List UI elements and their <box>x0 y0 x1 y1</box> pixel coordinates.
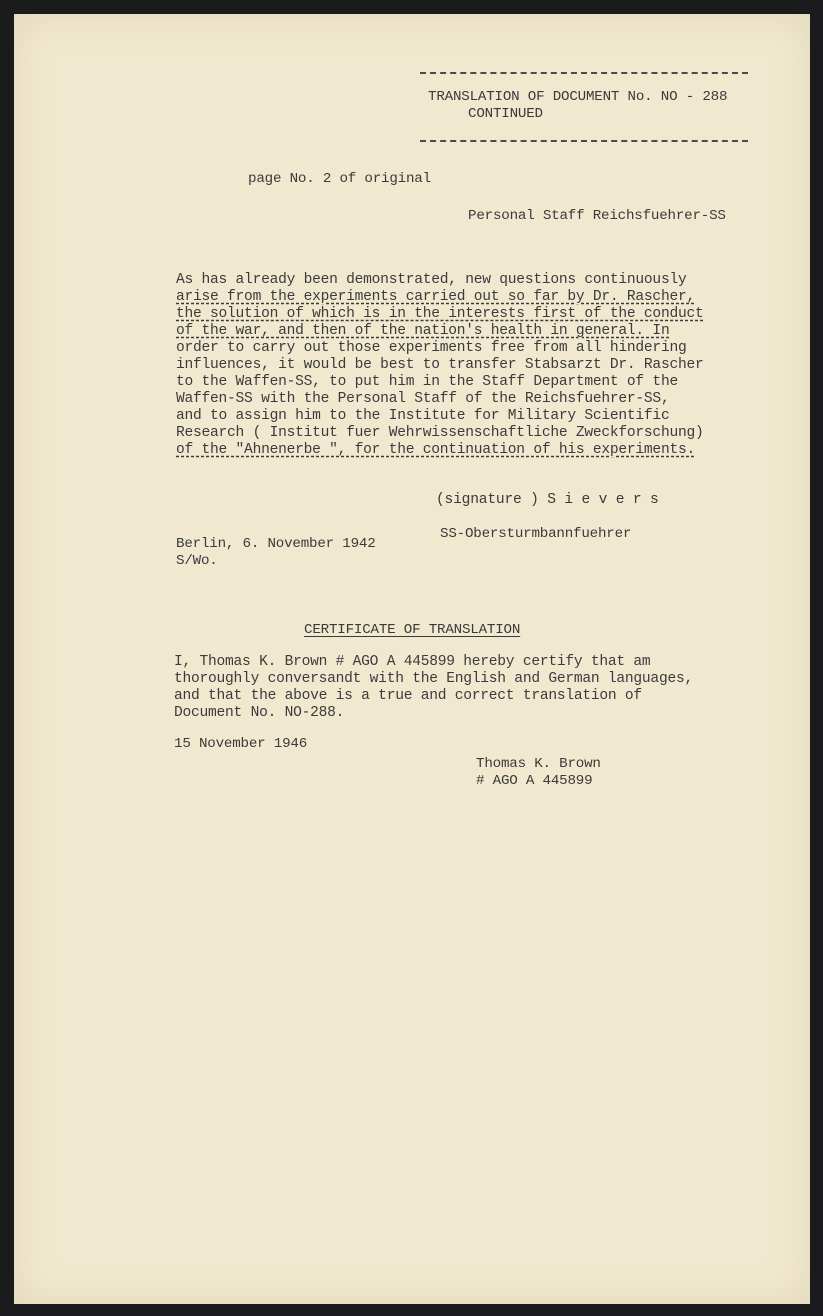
page-reference: page No. 2 of original <box>248 171 431 187</box>
certificate-line: and that the above is a true and correct translation of <box>174 688 642 704</box>
translator-name: Thomas K. Brown <box>476 756 601 772</box>
translator-id: # AGO A 445899 <box>476 773 593 789</box>
body-line: As has already been demonstrated, new questions continuously <box>176 272 687 288</box>
body-line: order to carry out those experiments free from all hindering <box>176 340 687 356</box>
body-line: Waffen-SS with the Personal Staff of the Reichsfuehrer-SS, <box>176 391 670 407</box>
body-line: arise from the experiments carried out so far by Dr. Rascher, <box>176 289 695 305</box>
body-line: and to assign him to the Institute for Military Scientific <box>176 408 670 424</box>
body-line: to the Waffen-SS, to put him in the Staff Department of the <box>176 374 678 390</box>
body-line: of the war, and then of the nation's health in general. In <box>176 323 670 339</box>
document-title: TRANSLATION OF DOCUMENT No. NO - 288 <box>428 89 728 105</box>
body-line: Research ( Institut fuer Wehrwissenschaftliche Zweckforschung) <box>176 425 704 441</box>
body-line: the solution of which is in the interests first of the conduct <box>176 306 704 322</box>
certificate-line: thoroughly conversandt with the English and German languages, <box>174 671 693 687</box>
certificate-date: 15 November 1946 <box>174 736 308 752</box>
body-line: influences, it would be best to transfer Stabsarzt Dr. Rascher <box>176 357 704 373</box>
header-rule-top <box>420 72 748 74</box>
header-rule-bottom <box>420 140 748 142</box>
initials: S/Wo. <box>176 553 218 569</box>
certificate-line: I, Thomas K. Brown # AGO A 445899 hereby certify that am <box>174 654 651 670</box>
letterhead: Personal Staff Reichsfuehrer-SS <box>468 208 726 224</box>
signature-rank: SS-Obersturmbannfuehrer <box>440 526 632 542</box>
document-page <box>14 14 810 1304</box>
certificate-heading: CERTIFICATE OF TRANSLATION <box>304 622 521 638</box>
certificate-line: Document No. NO-288. <box>174 705 345 721</box>
signature-line: (signature ) S i e v e r s <box>436 492 659 508</box>
place-date: Berlin, 6. November 1942 <box>176 536 376 552</box>
continued-label: CONTINUED <box>468 106 543 122</box>
body-line: of the "Ahnenerbe ", for the continuation of his experiments. <box>176 442 695 458</box>
